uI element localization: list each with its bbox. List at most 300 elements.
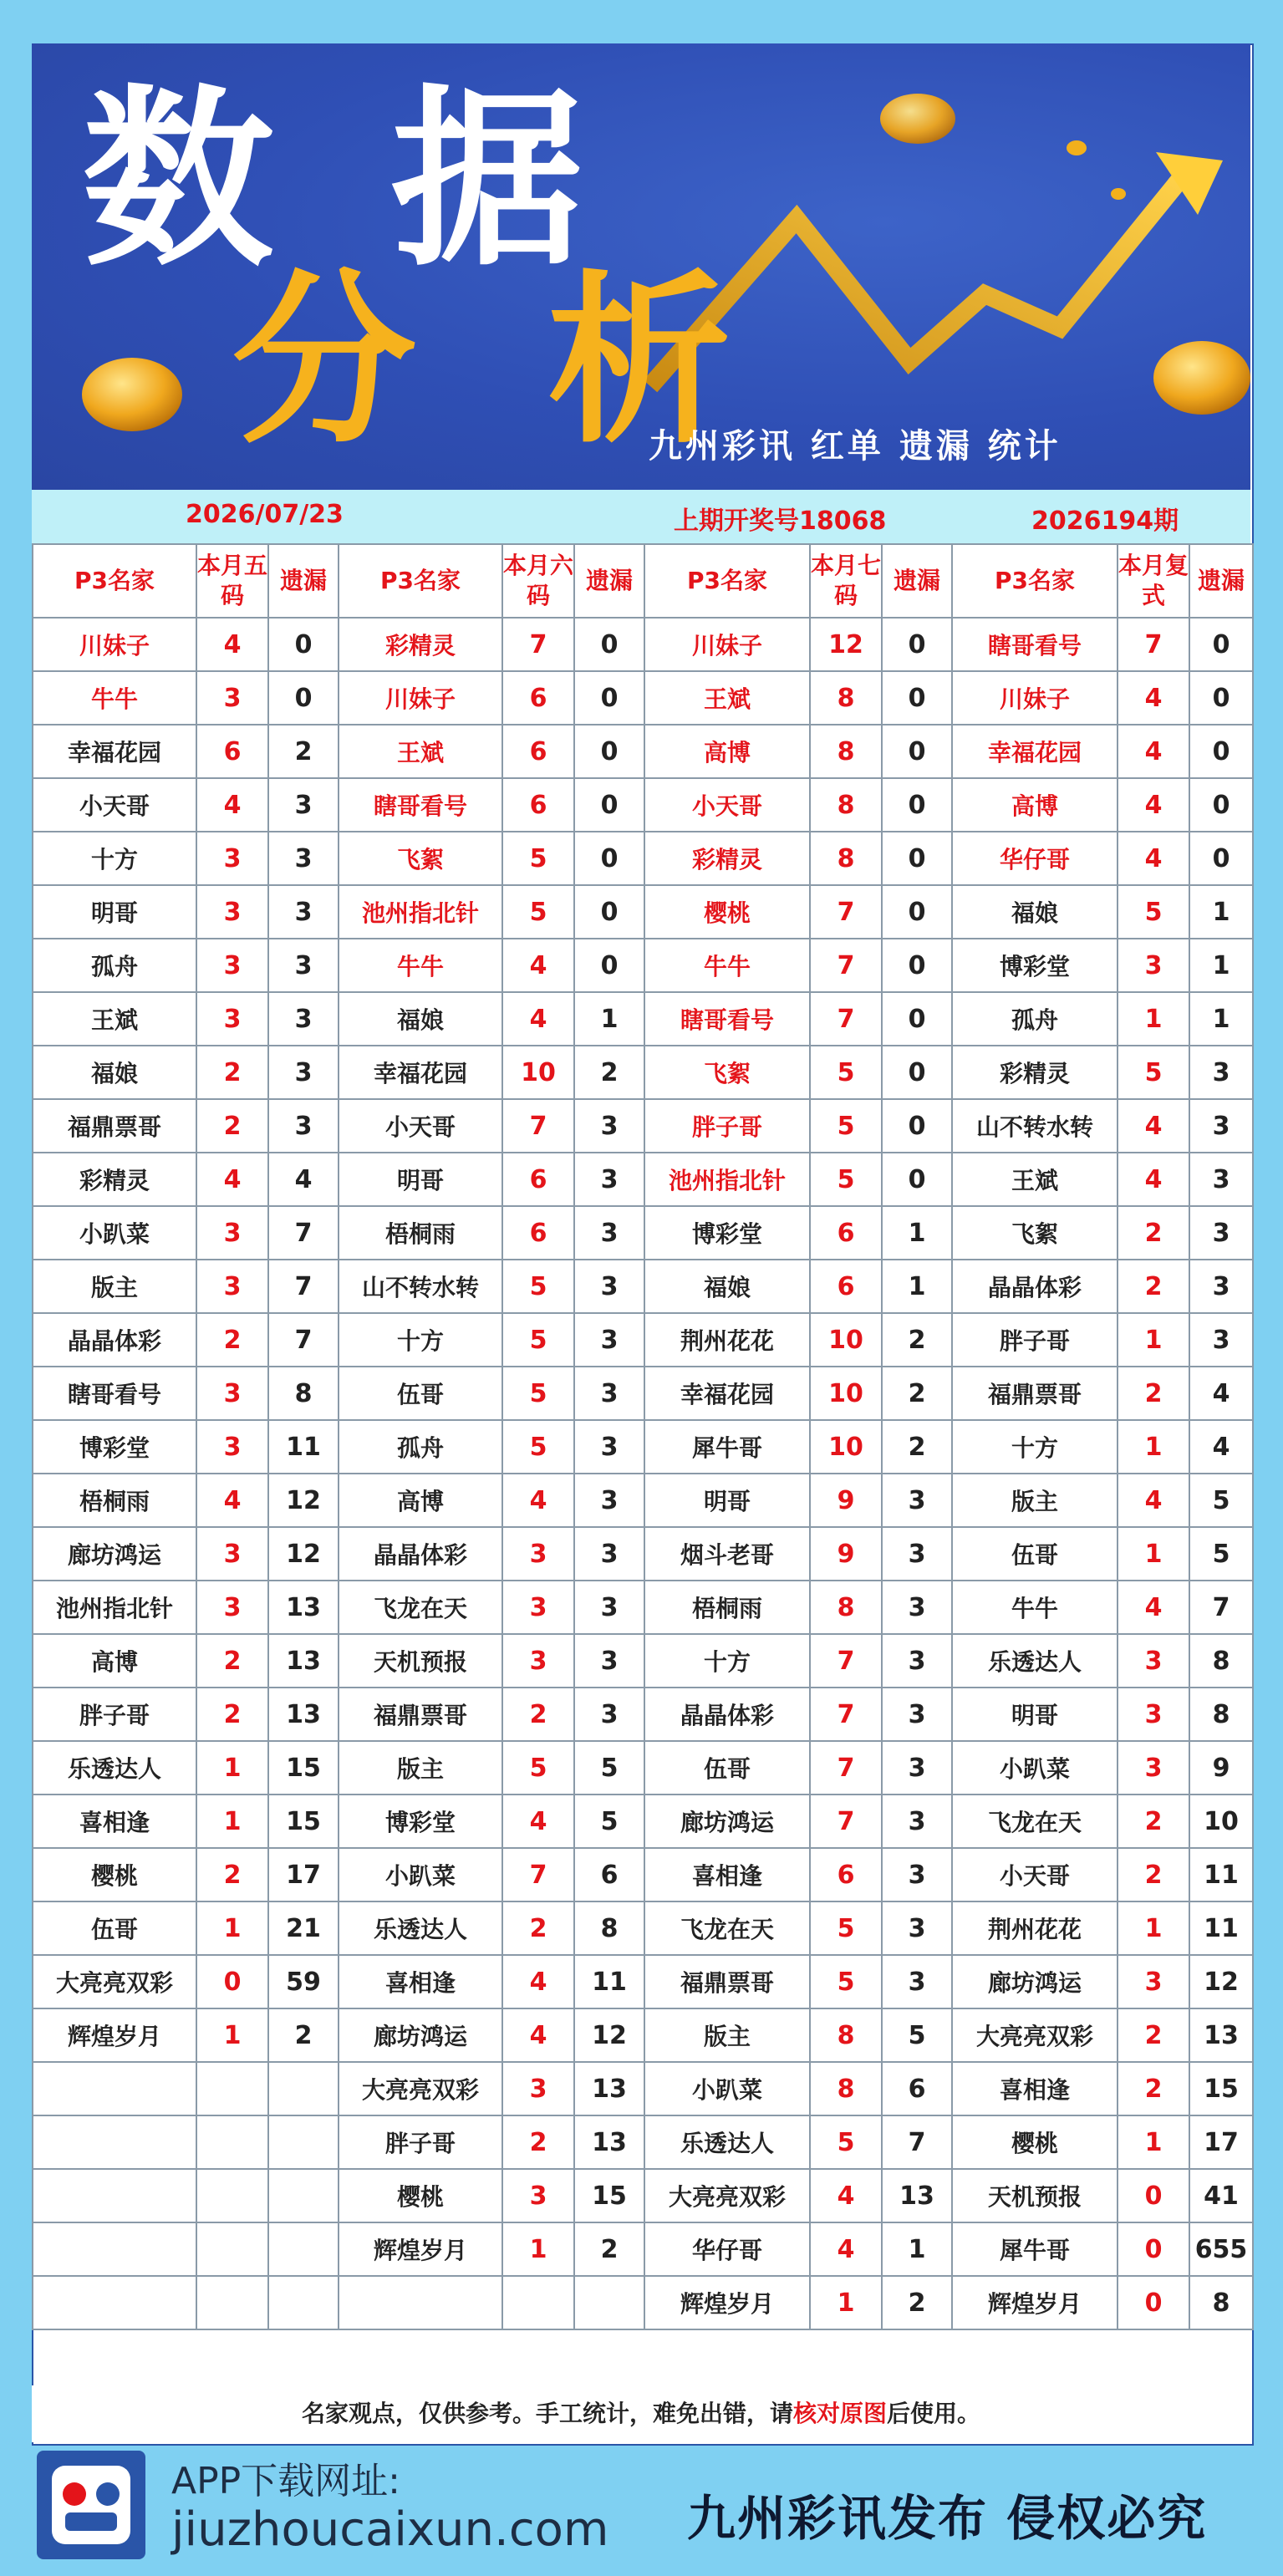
monthly-hits-cell: 3	[196, 939, 268, 992]
column-header: 遗漏	[574, 544, 644, 618]
monthly-hits-cell: 4	[1118, 725, 1189, 778]
expert-name-cell: 十方	[952, 1420, 1118, 1474]
expert-name-cell: 华仔哥	[952, 832, 1118, 885]
miss-count-cell: 3	[574, 1420, 644, 1474]
empty-cell	[196, 2276, 268, 2329]
miss-count-cell: 2	[574, 1046, 644, 1099]
expert-name-cell: 廊坊鸿运	[339, 2008, 502, 2062]
expert-name-cell: 樱桃	[339, 2169, 502, 2222]
monthly-hits-cell: 3	[196, 1367, 268, 1420]
expert-name-cell: 伍哥	[339, 1367, 502, 1420]
miss-count-cell: 3	[268, 1046, 339, 1099]
miss-count-cell: 3	[882, 1527, 952, 1581]
expert-name-cell: 喜相逢	[952, 2062, 1118, 2115]
table-row	[33, 1795, 1253, 1848]
miss-count-cell: 12	[268, 1527, 339, 1581]
miss-count-cell: 3	[882, 1474, 952, 1527]
monthly-hits-cell: 4	[502, 2008, 574, 2062]
monthly-hits-cell: 4	[196, 1474, 268, 1527]
expert-name-cell: 荆州花花	[644, 1313, 810, 1367]
empty-cell	[502, 2276, 574, 2329]
monthly-hits-cell: 7	[810, 885, 882, 939]
table-row	[33, 2169, 1253, 2222]
expert-name-cell: 福鼎票哥	[33, 1099, 196, 1153]
copyright-notice: 九州彩讯发布 侵权必究	[687, 2490, 1208, 2547]
monthly-hits-cell: 1	[196, 1795, 268, 1848]
miss-count-cell: 3	[882, 1901, 952, 1955]
miss-count-cell: 11	[1189, 1901, 1253, 1955]
miss-count-cell: 10	[1189, 1795, 1253, 1848]
monthly-hits-cell: 12	[810, 618, 882, 671]
table-row	[33, 2115, 1253, 2169]
expert-name-cell: 彩精灵	[339, 618, 502, 671]
monthly-hits-cell: 2	[196, 1046, 268, 1099]
miss-count-cell: 1	[1189, 885, 1253, 939]
miss-count-cell: 4	[1189, 1420, 1253, 1474]
expert-name-cell: 飞絮	[644, 1046, 810, 1099]
table-row	[33, 1313, 1253, 1367]
monthly-hits-cell: 4	[1118, 1581, 1189, 1634]
footer-note-text-end: 后使用。	[887, 2400, 981, 2427]
monthly-hits-cell: 1	[1118, 1313, 1189, 1367]
expert-name-cell: 牛牛	[33, 671, 196, 725]
monthly-hits-cell: 6	[810, 1848, 882, 1901]
monthly-hits-cell: 4	[502, 992, 574, 1046]
miss-count-cell: 0	[574, 778, 644, 832]
monthly-hits-cell: 3	[196, 1581, 268, 1634]
expert-name-cell: 牛牛	[952, 1581, 1118, 1634]
miss-count-cell: 0	[268, 618, 339, 671]
miss-count-cell: 13	[574, 2115, 644, 2169]
miss-count-cell: 11	[268, 1420, 339, 1474]
expert-name-cell: 辉煌岁月	[33, 2008, 196, 2062]
monthly-hits-cell: 7	[1118, 618, 1189, 671]
miss-count-cell: 17	[268, 1848, 339, 1901]
monthly-hits-cell: 5	[1118, 885, 1189, 939]
monthly-hits-cell: 6	[502, 1153, 574, 1206]
monthly-hits-cell: 7	[502, 1099, 574, 1153]
expert-name-cell: 牛牛	[339, 939, 502, 992]
table-row	[33, 2222, 1253, 2276]
monthly-hits-cell: 3	[1118, 939, 1189, 992]
empty-cell	[196, 2062, 268, 2115]
expert-name-cell: 伍哥	[644, 1741, 810, 1795]
table-row	[33, 618, 1253, 671]
miss-count-cell: 3	[1189, 1260, 1253, 1313]
expert-name-cell: 福鼎票哥	[952, 1367, 1118, 1420]
expert-name-cell: 王斌	[339, 725, 502, 778]
miss-count-cell: 3	[268, 1099, 339, 1153]
monthly-hits-cell: 5	[502, 1420, 574, 1474]
banner-subtitle: 九州彩讯 红单 遗漏 统计	[649, 427, 1062, 466]
miss-count-cell: 3	[1189, 1099, 1253, 1153]
miss-count-cell: 3	[268, 885, 339, 939]
monthly-hits-cell: 8	[810, 671, 882, 725]
monthly-hits-cell: 6	[502, 778, 574, 832]
miss-count-cell: 3	[882, 1634, 952, 1688]
miss-count-cell: 2	[882, 1367, 952, 1420]
monthly-hits-cell: 0	[1118, 2222, 1189, 2276]
monthly-hits-cell: 4	[1118, 671, 1189, 725]
expert-name-cell: 版主	[339, 1741, 502, 1795]
expert-name-cell: 高博	[33, 1634, 196, 1688]
expert-name-cell: 小趴菜	[33, 1206, 196, 1260]
expert-name-cell: 版主	[952, 1474, 1118, 1527]
table-row	[33, 1153, 1253, 1206]
monthly-hits-cell: 10	[810, 1367, 882, 1420]
monthly-hits-cell: 2	[502, 1688, 574, 1741]
miss-count-cell: 0	[882, 778, 952, 832]
table-row	[33, 1741, 1253, 1795]
banner	[32, 43, 1250, 490]
miss-count-cell: 0	[882, 832, 952, 885]
expert-name-cell: 明哥	[339, 1153, 502, 1206]
monthly-hits-cell: 2	[196, 1688, 268, 1741]
monthly-hits-cell: 1	[810, 2276, 882, 2329]
monthly-hits-cell: 1	[1118, 1901, 1189, 1955]
expert-name-cell: 飞龙在天	[952, 1795, 1118, 1848]
miss-count-cell: 7	[268, 1313, 339, 1367]
expert-name-cell: 福娘	[644, 1260, 810, 1313]
table-row	[33, 885, 1253, 939]
empty-cell	[33, 2222, 196, 2276]
monthly-hits-cell: 4	[1118, 1099, 1189, 1153]
table-row	[33, 1046, 1253, 1099]
miss-count-cell: 7	[268, 1260, 339, 1313]
miss-count-cell: 4	[1189, 1367, 1253, 1420]
monthly-hits-cell: 3	[196, 1420, 268, 1474]
monthly-hits-cell: 7	[502, 1848, 574, 1901]
monthly-hits-cell: 8	[810, 2008, 882, 2062]
monthly-hits-cell: 1	[196, 1741, 268, 1795]
monthly-hits-cell: 2	[1118, 1795, 1189, 1848]
monthly-hits-cell: 4	[1118, 832, 1189, 885]
miss-count-cell: 3	[1189, 1313, 1253, 1367]
miss-count-cell: 3	[574, 1581, 644, 1634]
expert-name-cell: 飞龙在天	[644, 1901, 810, 1955]
expert-name-cell: 天机预报	[952, 2169, 1118, 2222]
expert-name-cell: 喜相逢	[339, 1955, 502, 2008]
miss-count-cell: 3	[574, 1474, 644, 1527]
app-download-url[interactable]: jiuzhoucaixun.com	[171, 2502, 609, 2557]
miss-count-cell: 3	[574, 1313, 644, 1367]
monthly-hits-cell: 4	[810, 2222, 882, 2276]
monthly-hits-cell: 3	[196, 1527, 268, 1581]
table-row	[33, 1420, 1253, 1474]
miss-count-cell: 2	[268, 2008, 339, 2062]
monthly-hits-cell: 3	[1118, 1688, 1189, 1741]
monthly-hits-cell: 4	[196, 618, 268, 671]
miss-count-cell: 12	[1189, 1955, 1253, 2008]
expert-name-cell: 飞龙在天	[339, 1581, 502, 1634]
expert-name-cell: 福娘	[339, 992, 502, 1046]
table-row	[33, 1955, 1253, 2008]
monthly-hits-cell: 3	[196, 1260, 268, 1313]
table-row	[33, 2008, 1253, 2062]
miss-count-cell: 0	[574, 832, 644, 885]
monthly-hits-cell: 4	[1118, 1153, 1189, 1206]
miss-count-cell: 0	[882, 671, 952, 725]
table-row	[33, 1634, 1253, 1688]
expert-name-cell: 版主	[33, 1260, 196, 1313]
expert-name-cell: 伍哥	[33, 1901, 196, 1955]
miss-count-cell: 3	[268, 778, 339, 832]
monthly-hits-cell: 1	[196, 2008, 268, 2062]
miss-count-cell: 21	[268, 1901, 339, 1955]
miss-count-cell: 8	[1189, 2276, 1253, 2329]
miss-count-cell: 12	[268, 1474, 339, 1527]
miss-count-cell: 13	[268, 1688, 339, 1741]
expert-name-cell: 晶晶体彩	[33, 1313, 196, 1367]
miss-count-cell: 7	[1189, 1581, 1253, 1634]
miss-count-cell: 13	[1189, 2008, 1253, 2062]
monthly-hits-cell: 5	[502, 1367, 574, 1420]
monthly-hits-cell: 8	[810, 778, 882, 832]
expert-name-cell: 荆州花花	[952, 1901, 1118, 1955]
monthly-hits-cell: 4	[502, 939, 574, 992]
monthly-hits-cell: 8	[810, 725, 882, 778]
monthly-hits-cell: 1	[1118, 1420, 1189, 1474]
monthly-hits-cell: 5	[502, 1313, 574, 1367]
expert-name-cell: 小趴菜	[644, 2062, 810, 2115]
miss-count-cell: 5	[1189, 1527, 1253, 1581]
monthly-hits-cell: 2	[196, 1313, 268, 1367]
table-row	[33, 1527, 1253, 1581]
monthly-hits-cell: 3	[196, 885, 268, 939]
monthly-hits-cell: 4	[502, 1795, 574, 1848]
miss-count-cell: 3	[882, 1848, 952, 1901]
monthly-hits-cell: 2	[196, 1634, 268, 1688]
info-row	[32, 490, 1250, 543]
monthly-hits-cell: 3	[502, 1581, 574, 1634]
monthly-hits-cell: 3	[196, 671, 268, 725]
column-header: 本月复式	[1118, 544, 1189, 618]
footer-note-text: 名家观点，仅供参考。手工统计，难免出错，请	[301, 2400, 793, 2427]
monthly-hits-cell: 6	[502, 725, 574, 778]
miss-count-cell: 5	[574, 1741, 644, 1795]
expert-name-cell: 福鼎票哥	[339, 1688, 502, 1741]
monthly-hits-cell: 7	[810, 1634, 882, 1688]
monthly-hits-cell: 2	[1118, 2008, 1189, 2062]
miss-count-cell: 0	[1189, 832, 1253, 885]
table-row	[33, 671, 1253, 725]
miss-count-cell: 1	[1189, 939, 1253, 992]
miss-count-cell: 41	[1189, 2169, 1253, 2222]
monthly-hits-cell: 9	[810, 1474, 882, 1527]
expert-name-cell: 烟斗老哥	[644, 1527, 810, 1581]
expert-name-cell: 大亮亮双彩	[339, 2062, 502, 2115]
monthly-hits-cell: 1	[1118, 992, 1189, 1046]
miss-count-cell: 0	[574, 885, 644, 939]
monthly-hits-cell: 5	[1118, 1046, 1189, 1099]
monthly-hits-cell: 1	[1118, 1527, 1189, 1581]
expert-name-cell: 高博	[339, 1474, 502, 1527]
monthly-hits-cell: 7	[810, 1688, 882, 1741]
miss-count-cell: 5	[882, 2008, 952, 2062]
miss-count-cell: 2	[882, 1420, 952, 1474]
column-header: 遗漏	[268, 544, 339, 618]
expert-name-cell: 山不转水转	[952, 1099, 1118, 1153]
miss-count-cell: 3	[1189, 1206, 1253, 1260]
table-row	[33, 992, 1253, 1046]
miss-count-cell: 2	[882, 1313, 952, 1367]
expert-name-cell: 小天哥	[952, 1848, 1118, 1901]
expert-name-cell: 版主	[644, 2008, 810, 2062]
miss-count-cell: 0	[882, 992, 952, 1046]
miss-count-cell: 3	[574, 1688, 644, 1741]
monthly-hits-cell: 3	[502, 2062, 574, 2115]
miss-count-cell: 1	[882, 2222, 952, 2276]
expert-name-cell: 辉煌岁月	[339, 2222, 502, 2276]
miss-count-cell: 3	[882, 1688, 952, 1741]
miss-count-cell: 0	[574, 725, 644, 778]
miss-count-cell: 7	[268, 1206, 339, 1260]
empty-cell	[268, 2276, 339, 2329]
table-header-row	[33, 544, 1253, 618]
empty-cell	[33, 2276, 196, 2329]
miss-count-cell: 3	[574, 1527, 644, 1581]
miss-count-cell: 655	[1189, 2222, 1253, 2276]
empty-cell	[268, 2222, 339, 2276]
miss-count-cell: 8	[1189, 1688, 1253, 1741]
expert-name-cell: 明哥	[952, 1688, 1118, 1741]
monthly-hits-cell: 5	[810, 2115, 882, 2169]
expert-name-cell: 胖子哥	[644, 1099, 810, 1153]
empty-cell	[268, 2062, 339, 2115]
expert-name-cell: 胖子哥	[952, 1313, 1118, 1367]
miss-count-cell: 13	[574, 2062, 644, 2115]
miss-count-cell: 0	[574, 939, 644, 992]
monthly-hits-cell: 4	[1118, 778, 1189, 832]
table-row	[33, 1206, 1253, 1260]
empty-cell	[196, 2169, 268, 2222]
expert-name-cell: 乐透达人	[339, 1901, 502, 1955]
expert-name-cell: 晶晶体彩	[339, 1527, 502, 1581]
table-row	[33, 1260, 1253, 1313]
expert-name-cell: 山不转水转	[339, 1260, 502, 1313]
expert-name-cell: 瞎哥看号	[952, 618, 1118, 671]
expert-name-cell: 福娘	[952, 885, 1118, 939]
miss-count-cell: 13	[268, 1634, 339, 1688]
expert-name-cell: 牛牛	[644, 939, 810, 992]
expert-name-cell: 池州指北针	[644, 1153, 810, 1206]
miss-count-cell: 15	[268, 1741, 339, 1795]
expert-name-cell: 福鼎票哥	[644, 1955, 810, 2008]
expert-name-cell: 廊坊鸿运	[952, 1955, 1118, 2008]
expert-name-cell: 池州指北针	[33, 1581, 196, 1634]
monthly-hits-cell: 4	[1118, 1474, 1189, 1527]
column-header: 本月七码	[810, 544, 882, 618]
miss-count-cell: 3	[268, 992, 339, 1046]
monthly-hits-cell: 2	[1118, 1848, 1189, 1901]
miss-count-cell: 3	[1189, 1153, 1253, 1206]
monthly-hits-cell: 2	[196, 1099, 268, 1153]
monthly-hits-cell: 5	[810, 1046, 882, 1099]
miss-count-cell: 7	[882, 2115, 952, 2169]
table-row	[33, 2276, 1253, 2329]
miss-count-cell: 0	[882, 1099, 952, 1153]
empty-cell	[268, 2115, 339, 2169]
monthly-hits-cell: 6	[810, 1206, 882, 1260]
expert-name-cell: 乐透达人	[33, 1741, 196, 1795]
expert-name-cell: 博彩堂	[952, 939, 1118, 992]
monthly-hits-cell: 8	[810, 832, 882, 885]
table-row	[33, 1688, 1253, 1741]
expert-name-cell: 飞絮	[339, 832, 502, 885]
table-row	[33, 725, 1253, 778]
column-header: 本月六码	[502, 544, 574, 618]
miss-count-cell: 0	[1189, 778, 1253, 832]
miss-count-cell: 1	[882, 1260, 952, 1313]
miss-count-cell: 0	[882, 885, 952, 939]
miss-count-cell: 2	[882, 2276, 952, 2329]
expert-name-cell: 十方	[33, 832, 196, 885]
column-header: 遗漏	[1189, 544, 1253, 618]
monthly-hits-cell: 9	[810, 1527, 882, 1581]
monthly-hits-cell: 2	[1118, 2062, 1189, 2115]
table-row	[33, 778, 1253, 832]
expert-name-cell: 高博	[644, 725, 810, 778]
expert-name-cell: 孤舟	[952, 992, 1118, 1046]
monthly-hits-cell: 3	[502, 1527, 574, 1581]
miss-count-cell: 0	[882, 1153, 952, 1206]
expert-name-cell: 十方	[644, 1634, 810, 1688]
expert-name-cell: 小趴菜	[339, 1848, 502, 1901]
monthly-hits-cell: 3	[196, 1206, 268, 1260]
expert-name-cell: 博彩堂	[644, 1206, 810, 1260]
monthly-hits-cell: 6	[196, 725, 268, 778]
miss-count-cell: 8	[1189, 1634, 1253, 1688]
miss-count-cell: 15	[1189, 2062, 1253, 2115]
footer-note	[32, 2385, 1250, 2442]
expert-name-cell: 幸福花园	[952, 725, 1118, 778]
miss-count-cell: 3	[882, 1955, 952, 2008]
monthly-hits-cell: 1	[196, 1901, 268, 1955]
expert-name-cell: 王斌	[952, 1153, 1118, 1206]
monthly-hits-cell: 1	[1118, 2115, 1189, 2169]
expert-name-cell: 梧桐雨	[33, 1474, 196, 1527]
expert-name-cell: 喜相逢	[644, 1848, 810, 1901]
column-header: P3名家	[33, 544, 196, 618]
monthly-hits-cell: 2	[502, 1901, 574, 1955]
miss-count-cell: 3	[1189, 1046, 1253, 1099]
miss-count-cell: 3	[882, 1581, 952, 1634]
monthly-hits-cell: 0	[1118, 2169, 1189, 2222]
monthly-hits-cell: 5	[502, 1260, 574, 1313]
miss-count-cell: 5	[574, 1795, 644, 1848]
monthly-hits-cell: 10	[810, 1313, 882, 1367]
empty-cell	[33, 2115, 196, 2169]
monthly-hits-cell: 6	[810, 1260, 882, 1313]
monthly-hits-cell: 6	[502, 671, 574, 725]
monthly-hits-cell: 7	[810, 1741, 882, 1795]
miss-count-cell: 3	[882, 1741, 952, 1795]
expert-name-cell: 犀牛哥	[952, 2222, 1118, 2276]
expert-name-cell: 彩精灵	[33, 1153, 196, 1206]
table-row	[33, 1581, 1253, 1634]
expert-name-cell: 幸福花园	[33, 725, 196, 778]
column-header: 本月五码	[196, 544, 268, 618]
expert-name-cell: 晶晶体彩	[644, 1688, 810, 1741]
monthly-hits-cell: 5	[502, 832, 574, 885]
monthly-hits-cell: 3	[1118, 1955, 1189, 2008]
monthly-hits-cell: 8	[810, 2062, 882, 2115]
monthly-hits-cell: 4	[502, 1474, 574, 1527]
expert-name-cell: 孤舟	[33, 939, 196, 992]
expert-name-cell: 大亮亮双彩	[33, 1955, 196, 2008]
expert-name-cell: 乐透达人	[952, 1634, 1118, 1688]
banner-title-line1: 数 据	[82, 69, 609, 293]
